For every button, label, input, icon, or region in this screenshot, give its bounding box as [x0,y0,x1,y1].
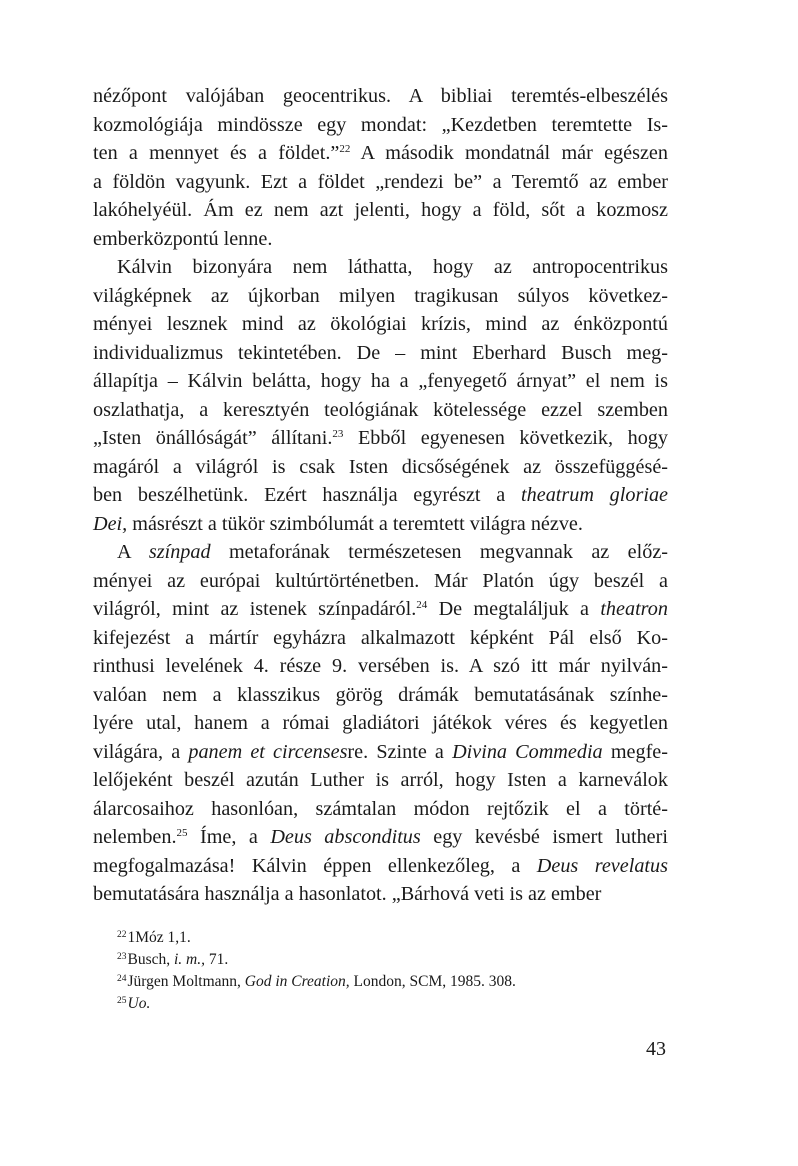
italic-text: Uo. [127,995,151,1012]
text-line [93,424,668,453]
text-run: Íme, a [187,826,271,848]
text-run: ményei lesznek mind az ökológiai krízis, mind az énközpontú [93,313,668,335]
text-line [93,738,668,767]
footnote [117,993,667,1015]
text-line [93,823,668,852]
text-run: A [117,541,149,563]
text-run: re. Szinte a [347,740,453,763]
text-run: egy kevésbé ismert lutheri [420,826,668,848]
text-run: 71. [205,951,229,968]
italic-text: God in Creation, [244,973,350,990]
text-line [93,111,668,140]
text-run: oszlathatja, a keresztyén teológiának kötelessége ezzel szemben [93,398,668,421]
text-run: emberközpontú lenne. [93,227,273,250]
text-run: 1Móz 1,1. [127,929,191,946]
italic-text: Divina Commedia [452,740,603,763]
text-line [93,624,668,653]
text-line [93,196,668,225]
text-run: rinthusi levelének 4. része 9. versében is. A szó itt már nyilván- [93,655,668,677]
text-line [93,225,668,254]
text-run: kozmológiája mindössze egy mondat: „Kezdetben teremtette Is- [93,113,668,136]
text-line [93,567,668,596]
text-run: megfe- [602,740,668,763]
text-run: nézőpont valójában geocentrikus. A bibliai teremtés-elbeszélés [93,85,668,107]
footnote-marker: 24 [416,599,428,611]
italic-text: Dei, [93,512,128,535]
text-run: álarcosaihoz hasonlóan, számtalan módon rejtőzik el a törté- [93,797,668,820]
text-line [93,139,668,168]
text-line [93,453,668,482]
text-line [93,168,668,197]
text-run: Busch, [127,951,174,968]
text-run: világképnek az újkorban milyen tragikusan súlyos következ- [93,284,668,307]
footnote-marker: 22 [117,930,127,940]
text-line [93,681,668,710]
footnote-marker: 24 [117,974,127,984]
text-run: világról, mint az istenek színpadáról. [93,598,417,620]
text-run: nelemben. [93,826,177,848]
footnote-marker: 25 [117,996,127,1006]
text-line [93,709,668,738]
footnote-marker: 23 [117,952,127,962]
text-run: magáról a világról is csak Isten dicsőségének az összefüggésé- [93,455,668,478]
text-run: másrészt a tükör szimbólumát a teremtett világra nézve. [127,512,583,535]
text-run: valóan nem a klasszikus görög drámák bemutatásának színhe- [93,683,668,706]
footnote-marker: 25 [176,827,188,839]
italic-text: theatron [600,598,668,620]
text-line [93,367,668,396]
text-run: London, SCM, 1985. 308. [349,973,516,990]
text-run: Jürgen Moltmann, [127,973,245,990]
italic-text: színpad [148,541,211,563]
text-run: ményei az európai kultúrtörténetben. Már Platón úgy beszél a [93,569,668,592]
body-text [93,82,668,909]
text-line [93,339,668,368]
footnote [117,971,667,993]
text-line [93,282,668,311]
italic-text: theatrum gloriae [521,484,668,506]
text-line [93,396,668,425]
text-run: „Isten önállóságát” állítani. [93,427,333,449]
text-run: bemutatására használja a hasonlatot. „Bárhová veti is az ember [93,883,602,905]
text-line [93,253,668,282]
text-line [93,538,668,567]
footnote [117,927,667,949]
text-run: individualizmus tekintetében. De – mint Eberhard Busch meg- [93,341,668,364]
text-run: A második mondatnál már egészen [350,142,668,164]
footnote [117,949,667,971]
text-run: a földön vagyunk. Ezt a földet „rendezi be” a Teremtő az ember [93,170,668,193]
text-run: kifejezést a mártír egyházra alkalmazott képként Pál első Ko- [93,626,668,649]
footnotes [117,927,667,1015]
text-run: lyére utal, hanem a római gladiátori játékok véres és kegyetlen [93,712,668,734]
text-run: metaforának természetesen megvannak az előz- [210,541,669,563]
text-line [93,481,668,510]
text-line [93,880,668,909]
text-line [93,82,668,111]
text-run: állapítja – Kálvin belátta, hogy ha a „fenyegető árnyat” el nem is [93,370,668,392]
footnote-marker: 22 [339,143,351,155]
text-run: ten a mennyet és a földet.” [93,142,340,164]
text-run: ben beszélhetünk. Ezért használja egyrészt a [93,484,522,506]
text-run: lelőjeként beszél azután Luther is arról, hogy Isten a karneválok [93,769,668,791]
text-run: világára, a [93,740,189,763]
text-line [93,510,668,539]
text-line [93,795,668,824]
italic-text: Deus absconditus [270,826,421,848]
text-run: Kálvin bizonyára nem láthatta, hogy az antropocentrikus [117,256,668,278]
footnote-marker: 23 [332,428,344,440]
text-run: megfogalmazása! Kálvin éppen ellenkezőleg, a [93,854,537,877]
text-run: De megtaláljuk a [427,598,601,620]
page-number: 43 [646,1038,666,1060]
text-line [93,310,668,339]
text-run: lakóhelyéül. Ám ez nem azt jelenti, hogy a föld, sőt a kozmosz [93,199,668,221]
italic-text: Deus revelatus [536,854,668,877]
text-line [93,852,668,881]
text-line [93,595,668,624]
italic-text: panem et circenses [188,740,348,763]
text-run: Ebből egyenesen következik, hogy [343,427,668,449]
italic-text: i. m., [174,951,205,968]
text-line [93,766,668,795]
text-line [93,652,668,681]
